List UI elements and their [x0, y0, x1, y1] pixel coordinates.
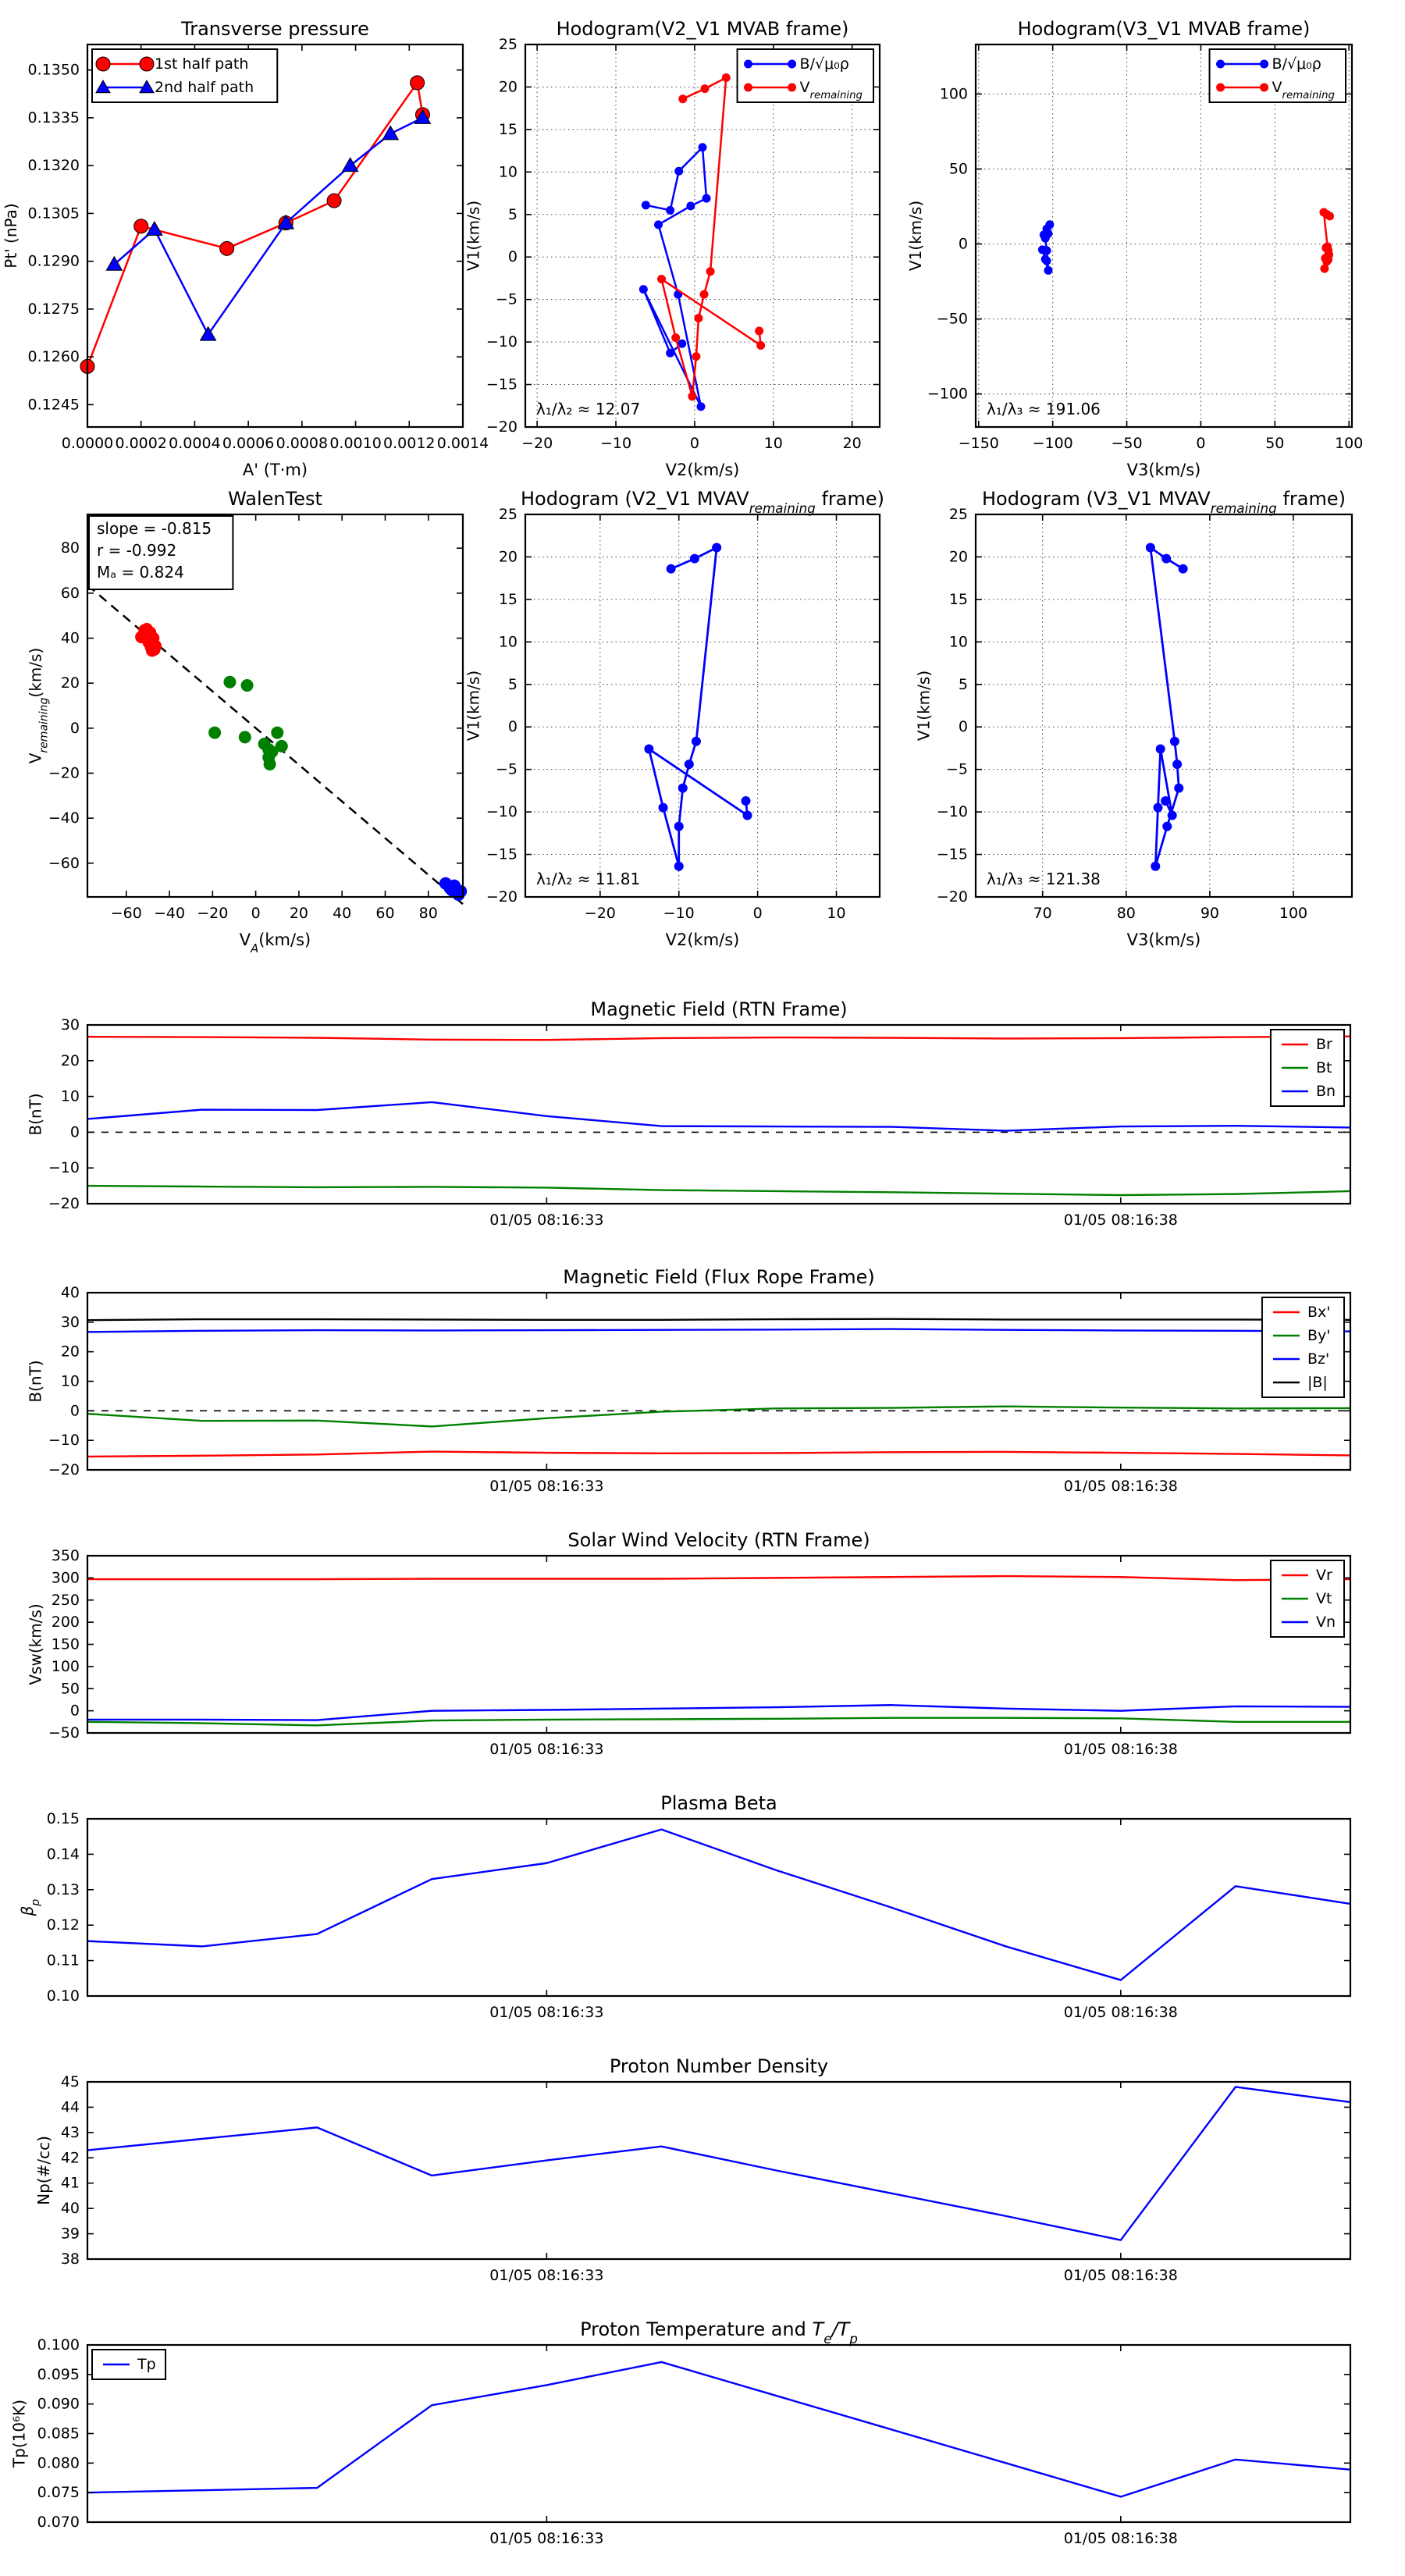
svg-text:Magnetic Field (RTN Frame): Magnetic Field (RTN Frame) — [590, 998, 848, 1020]
info-box — [89, 516, 233, 589]
svg-text:80: 80 — [60, 539, 80, 557]
svg-text:0: 0 — [69, 1123, 80, 1141]
svg-text:20: 20 — [60, 674, 80, 692]
series-Np — [87, 2087, 1350, 2240]
plot-hodogram-v3v1-mvav — [914, 488, 1352, 949]
svg-text:B/√μ₀ρ: B/√μ₀ρ — [799, 55, 849, 73]
svg-text:80: 80 — [1116, 905, 1136, 922]
svg-text:42: 42 — [60, 2149, 80, 2167]
svg-text:0.0002: 0.0002 — [115, 435, 167, 452]
svg-text:0.090: 0.090 — [37, 2395, 80, 2413]
svg-text:01/05 08:16:38: 01/05 08:16:38 — [1063, 2530, 1178, 2547]
series-Bn — [87, 1102, 1350, 1131]
svg-text:0.100: 0.100 — [37, 2336, 80, 2354]
svg-text:Solar Wind Velocity (RTN Frame: Solar Wind Velocity (RTN Frame) — [567, 1529, 870, 1551]
svg-text:10: 10 — [827, 905, 846, 922]
svg-text:−50: −50 — [48, 1724, 80, 1742]
svg-text:|B|: |B| — [1307, 1374, 1328, 1391]
chart-canvas — [464, 18, 880, 479]
svg-text:01/05 08:16:33: 01/05 08:16:33 — [489, 1212, 604, 1229]
svg-text:90: 90 — [1200, 905, 1220, 922]
svg-text:−15: −15 — [486, 845, 518, 863]
svg-text:−20: −20 — [48, 764, 80, 782]
series-B-hodogram — [1038, 220, 1054, 275]
svg-text:−15: −15 — [486, 375, 518, 393]
svg-text:−10: −10 — [486, 803, 518, 821]
svg-text:Tp: Tp — [137, 2356, 156, 2373]
svg-text:−150: −150 — [958, 435, 999, 452]
svg-text:Hodogram(V2_V1 MVAB frame): Hodogram(V2_V1 MVAB frame) — [556, 18, 849, 40]
svg-text:V1(km/s): V1(km/s) — [464, 200, 483, 272]
svg-text:60: 60 — [60, 584, 80, 602]
svg-text:Plasma Beta: Plasma Beta — [660, 1792, 777, 1814]
svg-text:80: 80 — [418, 905, 438, 922]
svg-text:−20: −20 — [521, 435, 553, 452]
series-Bz' — [87, 1329, 1350, 1332]
svg-text:−100: −100 — [1032, 435, 1073, 452]
svg-text:10: 10 — [763, 435, 783, 452]
svg-text:Proton Number Density: Proton Number Density — [609, 2055, 829, 2077]
svg-text:1st half path: 1st half path — [155, 55, 249, 73]
series-Vn — [87, 1705, 1350, 1720]
series-Bx' — [87, 1452, 1350, 1457]
svg-text:Hodogram (V3_V1 MVAVremaining: Hodogram (V3_V1 $MVAV_{remaining}$ frame) — [981, 488, 1346, 516]
svg-text:λ₁/λ₃ ≈ 121.38: λ₁/λ₃ ≈ 121.38 — [987, 870, 1101, 888]
axes-frame — [28, 44, 489, 452]
chart-canvas — [906, 18, 1363, 479]
svg-text:10: 10 — [60, 1087, 80, 1105]
plot-solar-wind-velocity — [26, 1529, 1350, 1758]
svg-text:20: 20 — [498, 548, 518, 566]
series-middle-points — [208, 676, 288, 770]
svg-text:0.1245: 0.1245 — [27, 396, 80, 414]
svg-text:01/05 08:16:38: 01/05 08:16:38 — [1063, 1741, 1178, 1758]
svg-text:150: 150 — [51, 1635, 80, 1653]
axes-frame — [61, 2073, 1350, 2284]
svg-text:−40: −40 — [153, 905, 186, 922]
svg-text:200: 200 — [51, 1614, 80, 1631]
svg-text:Bz': Bz' — [1307, 1350, 1330, 1368]
svg-text:0: 0 — [958, 235, 968, 253]
legend — [1271, 1560, 1344, 1637]
series-first-path-points — [135, 623, 162, 656]
svg-text:Vsw(km/s): Vsw(km/s) — [26, 1603, 45, 1685]
svg-text:−10: −10 — [663, 905, 695, 922]
legend — [1210, 49, 1346, 102]
svg-text:15: 15 — [948, 590, 968, 608]
series-V-remaining-hodogram — [1319, 208, 1334, 273]
svg-text:0.0006: 0.0006 — [222, 435, 275, 452]
axes-frame — [48, 1016, 1350, 1229]
svg-text:01/05 08:16:33: 01/05 08:16:33 — [489, 2530, 604, 2547]
svg-text:−10: −10 — [486, 333, 518, 351]
chart-canvas — [34, 2055, 1350, 2284]
svg-text:−60: −60 — [48, 854, 80, 872]
svg-text:−5: −5 — [495, 290, 518, 308]
axes-frame — [48, 1284, 1350, 1495]
svg-text:Pt' (nPa): Pt' (nPa) — [2, 203, 20, 269]
series-Tp — [87, 2362, 1350, 2497]
svg-text:44: 44 — [60, 2098, 80, 2116]
svg-text:50: 50 — [60, 1680, 80, 1698]
series-Bt — [87, 1186, 1350, 1195]
svg-text:−20: −20 — [48, 1195, 80, 1212]
svg-text:01/05 08:16:33: 01/05 08:16:33 — [489, 2267, 604, 2284]
svg-text:40: 40 — [60, 629, 80, 647]
svg-text:0.0014: 0.0014 — [436, 435, 489, 452]
axes-frame — [937, 506, 1352, 922]
svg-text:−10: −10 — [48, 1432, 80, 1450]
svg-text:B(nT): B(nT) — [26, 1093, 45, 1136]
svg-text:20: 20 — [498, 78, 518, 96]
svg-text:−10: −10 — [599, 435, 632, 452]
svg-text:λ₁/λ₂ ≈ 11.81: λ₁/λ₂ ≈ 11.81 — [536, 870, 641, 888]
svg-text:40: 40 — [333, 905, 352, 922]
svg-text:−50: −50 — [1111, 435, 1143, 452]
series-|B| — [87, 1319, 1350, 1321]
svg-text:0.0010: 0.0010 — [329, 435, 382, 452]
svg-text:−50: −50 — [936, 310, 968, 328]
svg-text:20: 20 — [60, 1343, 80, 1361]
axes-frame — [486, 506, 880, 922]
svg-text:0: 0 — [251, 905, 261, 922]
svg-text:0.11: 0.11 — [46, 1952, 80, 1969]
svg-text:01/05 08:16:38: 01/05 08:16:38 — [1063, 1478, 1178, 1495]
svg-text:0: 0 — [507, 718, 518, 736]
svg-text:70: 70 — [1033, 905, 1052, 922]
svg-text:B/√μ₀ρ: B/√μ₀ρ — [1272, 55, 1321, 73]
series-V-remaining-hodogram — [644, 543, 752, 870]
svg-text:0.14: 0.14 — [46, 1845, 80, 1863]
svg-text:15: 15 — [498, 590, 518, 608]
svg-text:λ₁/λ₃ ≈ 191.06: λ₁/λ₃ ≈ 191.06 — [987, 400, 1101, 418]
plot-hodogram-v2v1-mvav — [464, 488, 885, 949]
svg-text:Bn: Bn — [1315, 1083, 1336, 1100]
svg-text:100: 100 — [51, 1657, 80, 1675]
plot-walen-test — [26, 488, 463, 955]
svg-text:0.1275: 0.1275 — [27, 300, 80, 318]
svg-text:Hodogram(V3_V1 MVAB frame): Hodogram(V3_V1 MVAB frame) — [1017, 18, 1311, 40]
svg-text:0.0004: 0.0004 — [169, 435, 221, 452]
svg-text:Transverse pressure: Transverse pressure — [181, 18, 369, 40]
legend — [1262, 1297, 1344, 1397]
svg-text:−60: −60 — [110, 905, 142, 922]
svg-text:VA(km/s): $V_A(km/s)$ — [239, 930, 311, 955]
svg-text:−5: −5 — [495, 760, 518, 778]
svg-text:45: 45 — [60, 2073, 80, 2090]
svg-text:V3(km/s): V3(km/s) — [1126, 930, 1201, 949]
svg-text:Bx': Bx' — [1307, 1304, 1331, 1321]
legend — [1271, 1030, 1344, 1106]
svg-text:40: 40 — [60, 1284, 80, 1301]
plot-magnetic-field-flux-rope — [26, 1266, 1350, 1495]
svg-text:100: 100 — [1279, 905, 1308, 922]
svg-text:r = -0.992: r = -0.992 — [97, 541, 177, 560]
svg-text:25: 25 — [948, 506, 968, 523]
svg-text:−20: −20 — [486, 418, 518, 436]
svg-text:V2(km/s): V2(km/s) — [665, 930, 740, 949]
svg-text:0: 0 — [1196, 435, 1206, 452]
chart-canvas — [18, 1792, 1350, 2021]
svg-text:01/05 08:16:38: 01/05 08:16:38 — [1063, 2004, 1178, 2021]
svg-text:0.0008: 0.0008 — [276, 435, 329, 452]
svg-text:0: 0 — [958, 718, 968, 736]
svg-text:30: 30 — [60, 1313, 80, 1331]
svg-text:0: 0 — [69, 1702, 80, 1720]
svg-text:25: 25 — [498, 36, 518, 53]
svg-text:Hodogram (V2_V1 MVAVremaining: Hodogram (V2_V1 $MVAV_{remaining}$ frame) — [520, 488, 885, 516]
plot-proton-density — [34, 2055, 1350, 2284]
svg-text:10: 10 — [498, 633, 518, 651]
svg-text:WalenTest: WalenTest — [228, 488, 322, 510]
svg-text:50: 50 — [1265, 435, 1285, 452]
chart-canvas — [27, 998, 1351, 1229]
svg-text:0.080: 0.080 — [37, 2454, 80, 2472]
svg-text:20: 20 — [289, 905, 309, 922]
svg-text:25: 25 — [498, 506, 518, 523]
svg-text:30: 30 — [60, 1016, 80, 1034]
svg-text:43: 43 — [60, 2123, 80, 2141]
svg-text:0.1320: 0.1320 — [27, 157, 80, 175]
series-2nd half path — [106, 110, 430, 340]
series-1st half path — [80, 76, 429, 373]
svg-text:01/05 08:16:33: 01/05 08:16:33 — [489, 1478, 604, 1495]
svg-text:−5: −5 — [945, 760, 968, 778]
chart-canvas — [915, 488, 1353, 949]
svg-text:−40: −40 — [48, 809, 80, 827]
series-beta-p — [87, 1830, 1350, 1980]
svg-text:V1(km/s): V1(km/s) — [464, 670, 483, 742]
legend — [738, 49, 873, 102]
axes-frame — [37, 2336, 1350, 2547]
legend — [92, 2350, 165, 2379]
svg-text:0.1260: 0.1260 — [27, 348, 80, 366]
chart-canvas — [2, 18, 489, 479]
svg-text:−10: −10 — [936, 803, 968, 821]
svg-text:V3(km/s): V3(km/s) — [1126, 461, 1201, 479]
plot-hodogram-v3v1-mvab — [906, 18, 1364, 479]
chart-canvas — [10, 2318, 1351, 2547]
axes-frame — [927, 44, 1364, 452]
svg-text:V1(km/s): V1(km/s) — [906, 200, 925, 272]
svg-text:−20: −20 — [584, 905, 616, 922]
svg-text:15: 15 — [498, 120, 518, 138]
svg-text:40: 40 — [60, 2200, 80, 2218]
svg-text:41: 41 — [60, 2174, 80, 2192]
svg-text:−20: −20 — [197, 905, 229, 922]
svg-text:−20: −20 — [486, 888, 518, 906]
svg-text:60: 60 — [375, 905, 395, 922]
svg-text:−20: −20 — [48, 1461, 80, 1478]
svg-text:0: 0 — [752, 905, 763, 922]
svg-text:Vn: Vn — [1315, 1614, 1336, 1631]
svg-text:Mₐ = 0.824: Mₐ = 0.824 — [97, 563, 184, 582]
chart-canvas — [27, 488, 468, 955]
svg-text:01/05 08:16:38: 01/05 08:16:38 — [1063, 2267, 1178, 2284]
svg-text:Vremaining: $V_{remaining}$ — [799, 79, 863, 101]
legend — [92, 49, 277, 102]
svg-text:By': By' — [1307, 1327, 1331, 1344]
svg-text:10: 10 — [948, 633, 968, 651]
svg-text:20: 20 — [948, 548, 968, 566]
svg-text:0: 0 — [69, 719, 80, 737]
svg-text:−100: −100 — [927, 385, 968, 403]
svg-text:2nd half path: 2nd half path — [155, 79, 254, 96]
series-V-remaining-hodogram — [1146, 543, 1188, 870]
svg-text:0.13: 0.13 — [46, 1880, 80, 1898]
svg-text:100: 100 — [939, 85, 968, 103]
series-B-hodogram — [639, 143, 711, 411]
svg-text:V1(km/s): V1(km/s) — [914, 670, 934, 742]
svg-text:B(nT): B(nT) — [26, 1360, 45, 1403]
chart-canvas — [27, 1529, 1351, 1758]
plot-proton-temperature — [9, 2318, 1350, 2547]
svg-text:01/05 08:16:33: 01/05 08:16:33 — [489, 2004, 604, 2021]
svg-text:38: 38 — [60, 2250, 80, 2268]
svg-text:−15: −15 — [936, 845, 968, 863]
svg-text:5: 5 — [507, 675, 518, 693]
svg-text:0.12: 0.12 — [46, 1916, 80, 1934]
svg-text:0.1350: 0.1350 — [27, 61, 80, 79]
svg-text:A' (T·m): A' (T·m) — [242, 461, 308, 479]
svg-text:0.095: 0.095 — [37, 2365, 80, 2383]
svg-text:Bt: Bt — [1315, 1059, 1332, 1076]
svg-text:350: 350 — [51, 1547, 80, 1564]
svg-text:39: 39 — [60, 2225, 80, 2243]
svg-text:300: 300 — [51, 1569, 80, 1587]
svg-text:−10: −10 — [48, 1159, 80, 1177]
svg-text:5: 5 — [958, 675, 968, 693]
svg-text:Np(#/cc): Np(#/cc) — [34, 2136, 53, 2205]
svg-text:Vremaining: $V_{remaining}$ — [1272, 79, 1335, 101]
gridlines — [525, 514, 880, 897]
svg-text:0.085: 0.085 — [37, 2425, 80, 2443]
svg-text:01/05 08:16:38: 01/05 08:16:38 — [1063, 1212, 1178, 1229]
svg-text:10: 10 — [498, 163, 518, 181]
plot-hodogram-v2v1-mvab — [464, 18, 880, 479]
svg-text:20: 20 — [842, 435, 862, 452]
svg-text:0.075: 0.075 — [37, 2484, 80, 2502]
svg-text:slope = -0.815: slope = -0.815 — [97, 519, 212, 538]
chart-canvas — [464, 488, 885, 949]
svg-text:0: 0 — [689, 435, 699, 452]
svg-text:Vt: Vt — [1315, 1590, 1332, 1607]
svg-text:Magnetic Field (Flux Rope Fram: Magnetic Field (Flux Rope Frame) — [563, 1266, 875, 1288]
series-By' — [87, 1407, 1350, 1427]
plot-magnetic-field-rtn — [26, 998, 1350, 1229]
svg-text:0.1335: 0.1335 — [27, 109, 80, 126]
svg-text:0.10: 0.10 — [46, 1987, 80, 2005]
svg-text:0.1305: 0.1305 — [27, 205, 80, 222]
svg-text:50: 50 — [948, 160, 968, 178]
series-Br — [87, 1037, 1350, 1041]
svg-text:5: 5 — [507, 205, 518, 223]
svg-text:100: 100 — [1335, 435, 1364, 452]
chart-canvas — [27, 1266, 1351, 1495]
svg-text:0: 0 — [69, 1402, 80, 1420]
svg-text:250: 250 — [51, 1591, 80, 1609]
svg-text:0: 0 — [507, 248, 518, 266]
svg-text:0.070: 0.070 — [37, 2514, 80, 2531]
svg-text:10: 10 — [60, 1372, 80, 1390]
svg-text:20: 20 — [60, 1051, 80, 1069]
svg-text:−20: −20 — [936, 888, 968, 906]
svg-text:V2(km/s): V2(km/s) — [665, 461, 740, 479]
series-Vr — [87, 1576, 1350, 1580]
svg-text:Vr: Vr — [1315, 1567, 1332, 1584]
svg-text:Tp(10⁶K): Tp(10⁶K) — [9, 2399, 29, 2468]
svg-text:01/05 08:16:33: 01/05 08:16:33 — [489, 1741, 604, 1758]
svg-text:Vremaining(km/s): $V_{remaining}(km/s)$ — [26, 647, 51, 764]
svg-text:0.0012: 0.0012 — [383, 435, 436, 452]
svg-text:βp: $\beta_p$ — [18, 1898, 42, 1916]
svg-text:Br: Br — [1315, 1036, 1332, 1053]
svg-text:Proton Temperature and Te/Tp: Proton Temperature and $T_e/T_p$ — [580, 2318, 858, 2347]
svg-text:0.1290: 0.1290 — [27, 252, 80, 270]
svg-text:0.0000: 0.0000 — [61, 435, 114, 452]
svg-text:λ₁/λ₂ ≈ 12.07: λ₁/λ₂ ≈ 12.07 — [536, 400, 641, 418]
svg-text:0.15: 0.15 — [46, 1810, 80, 1827]
